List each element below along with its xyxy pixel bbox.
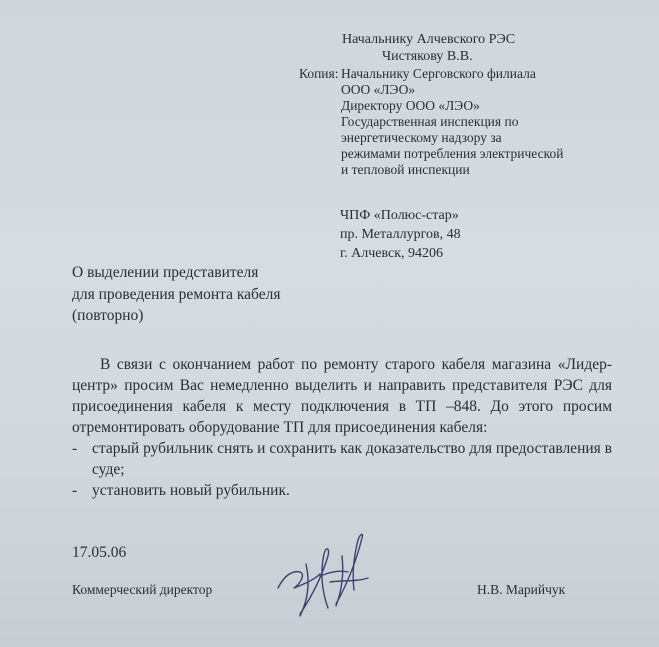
sender-line: г. Алчевск, 94206	[340, 246, 444, 261]
bullet-text: установить новый рубильник.	[92, 482, 290, 499]
bullet-marker: -	[72, 482, 78, 499]
letter-body	[72, 354, 612, 501]
copy-line: и тепловой инспекции	[341, 162, 470, 177]
handwritten-signature	[270, 526, 380, 626]
signer-name: Н.В. Марийчук	[477, 582, 566, 597]
body-paragraph: В связи с окончанием работ по ремонту старого кабеля магазина «Лидер-центр» просим Вас немедленно выделить и направить представителя РЭС для присоединения кабеля к месту подключения в ТП –848. До этого просим отремонтировать оборудование ТП для присоединения кабеля:	[72, 356, 612, 436]
copy-line: энергетическому надзору за	[341, 130, 502, 145]
copy-line: ООО «ЛЭО»	[341, 82, 416, 97]
copy-block	[299, 66, 563, 178]
sender-line: пр. Металлургов, 48	[340, 227, 461, 242]
sender-block	[340, 206, 461, 263]
copy-line: Начальнику Серговского филиала	[341, 66, 536, 81]
subject-line: для проведения ремонта кабеля	[72, 285, 281, 303]
letter-date: 17.05.06	[72, 544, 127, 561]
bullet-item	[72, 438, 612, 480]
bullet-text: старый рубильник снять и сохранить как доказательство для предоставления в суде;	[92, 440, 612, 478]
copy-line: Директору ООО «ЛЭО»	[341, 98, 480, 113]
signer-role: Коммерческий директор	[72, 582, 213, 597]
sender-line: ЧПФ «Полюс-стар»	[340, 208, 459, 223]
copy-label: Копия:	[299, 66, 339, 81]
copy-line: режимами потребления электрической	[341, 146, 564, 161]
subject-block	[72, 262, 281, 327]
bullet-marker: -	[72, 440, 78, 457]
recipient-block	[342, 31, 515, 65]
subject-line: О выделении представителя	[72, 264, 259, 281]
recipient-line: Чистякову В.В.	[382, 49, 473, 64]
copy-line: Государственная инспекция по	[341, 114, 519, 129]
recipient-line: Начальнику Алчевского РЭС	[342, 32, 516, 47]
subject-line: (повторно)	[72, 307, 144, 324]
bullet-item	[72, 480, 612, 501]
